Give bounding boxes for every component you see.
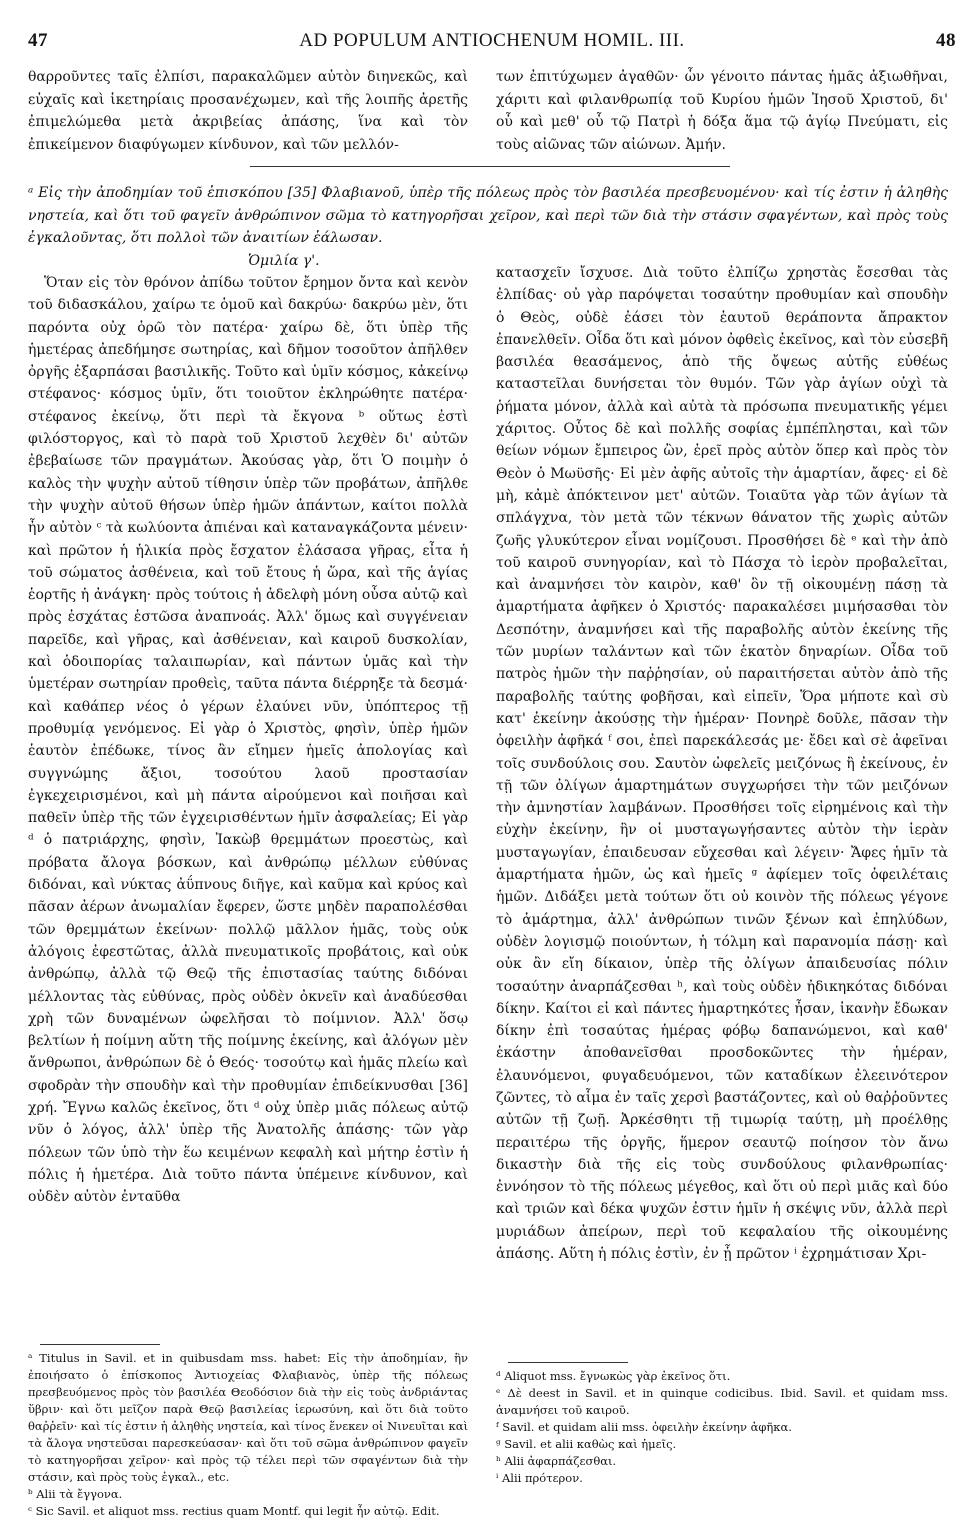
- running-head: [28, 30, 956, 56]
- continued-text-left: [28, 66, 468, 157]
- footnote: ᵇ Alii τὰ ἔγγονα.: [28, 1487, 123, 1501]
- homily-number: Ὁμιλία γ'.: [248, 253, 320, 269]
- page-number-right: 48: [936, 30, 956, 51]
- section-divider: [250, 166, 730, 167]
- footnote: ᶠ Savil. et quidam alii mss. ὀφειλὴν ἐκείνην ἀφῆκα.: [496, 1420, 792, 1434]
- continued-paragraph-right: των ἐπιτύχωμεν ἀγαθῶν· ὧν γένοιτο πάντας ἡμᾶς ἀξιωθῆναι, χάριτι καὶ φιλανθρωπίᾳ τοῦ Κυρίου ἡμῶν Ἰησοῦ Χριστοῦ, δι' οὗ καὶ μεθ' οὗ τῷ Πατρὶ ἡ δόξα ἅμα τῷ ἁγίῳ Πνεύματι, εἰς τοὺς αἰῶνας τῶν αἰώνων. Ἀμήν.: [496, 69, 948, 154]
- main-paragraph-right: κατασχεῖν ἴσχυσε. Διὰ τοῦτο ἐλπίζω χρηστὰς ἔσεσθαι τὰς ἐλπίδας· οὐ γὰρ παρόψεται τοσαύτην προθυμίαν καὶ σπουδὴν ὁ Θεὸς, οὐδὲ ἐάσει τὸν ἑαυτοῦ θεράποντα ἄπρακτον ἐπανελθεῖν. Οἶδα ὅτι καὶ μόνον ὀφθεὶς ἐκεῖνος, καὶ τὸν εὐσεβῆ βασιλέα θεασάμενος, ἀπὸ τῆς ὄψεως αὐτῆς εὐθέως καταστεῖλαι δυνήσεται τὸν θυμόν. Τῶν γὰρ ἁγίων οὐχὶ τὰ ῥήματα μόνον, ἀλλὰ καὶ αὐτὰ τὰ πρόσωπα πνευματικῆς γέμει χάριτος. Οὗτος δὲ καὶ πολλῆς σοφίας ἐμπέπλησται, καὶ τῶν θείων νόμων ἔμπειρος ὢν, ἐρεῖ πρὸς αὐτὸν ὅπερ καὶ πρὸς τὸν Θεὸν ὁ Μωϋσῆς· Εἰ μὲν ἀφῆς αὐτοῖς τὴν ἁμαρτίαν, ἄφες· εἰ δὲ μὴ, κἀμὲ ἀπόκτεινον μετ' αὐτῶν. Τοιαῦτα γὰρ τῶν ἁγίων τὰ σπλάγχνα, τὸν μετὰ τῶν τέκνων θάνατον τῆς χωρὶς αὐτῶν ζωῆς γλυκύτερον εἶναι νομίζουσι. Προσθήσει δὲ ᵉ καὶ τὴν ἀπὸ τοῦ καιροῦ συνηγορίαν, καὶ τὸ Πάσχα τὸ ἱερὸν προβαλεῖται, καὶ ἀναμνήσει τὸν καιρὸν, καθ' ὃν τῇ οἰκουμένῃ πάσῃ τὰ ἁμαρτήματα ἀφῆκεν ὁ Χριστός· παρακαλέσει μιμήσασθαι τὸν Δεσπότην, ἀναμνήσει καὶ τῆς παραβολῆς αὐτὸν ἐκείνης τῆς τῶν μυρίων ταλάντων καὶ τῶν ἑκατὸν δηναρίων. Οἶδα τοῦ πατρὸς ἡμῶν τὴν παῤῥησίαν, οὐ παραιτήσεται αὐτὸν ἀπὸ τῆς παραβολῆς ταύτης φοβῆσαι, καὶ εἰπεῖν, Ὅρα μήποτε καὶ σὺ κατ' ἐκείνην ἀκούσῃς τὴν ἡμέραν· Πονηρὲ δοῦλε, πᾶσαν τὴν ὀφειλὴν ἀφῆκά ᶠ σοι, ἐπεὶ παρεκάλεσάς με· ἔδει καὶ σὲ ἀφεῖναι τοῖς συνδούλοις σου. Σαυτὸν ὠφελεῖς μειζόνως ἢ ἐκείνους, ἐν τῇ τῶν ὀλίγων ἁμαρτημάτων συγχωρήσει τὴν τῶν μειζόνων τὴν ἀμνηστίαν λαμβάνων. Προσθήσει τοῖς εἰρημένοις καὶ τὴν εὐχὴν ἐκείνην, ἣν οἱ μυσταγωγήσαντες αὐτὸν τὴν ἱερὰν μυσταγωγίαν, ἐπαιδευσαν εὔχεσθαι καὶ λέγειν· Ἄφες ἡμῖν τὰ ἁμαρτήματα ἡμῶν, ὡς καὶ ἡμεῖς ᵍ ἀφίεμεν τοῖς ὀφειλέταις ἡμῶν. Διδάξει μετὰ τούτων ὅτι οὐ κοινὸν τῆς πόλεως γέγονε τὸ ἁμάρτημα, ἀλλ' ἀνθρώπων τινῶν ξένων καὶ ἐπηλύδων, οὐδὲν λογισμῷ ποιούντων, ἡ τόλμη καὶ παρανομία πάσῃ· καὶ οὐκ ἂν εἴη δίκαιον, ὑπὲρ τῆς ὀλίγων ἀπαιδευσίας πόλιν τοσαύτην ἀναρπάζεσθαι ʰ, καὶ τοὺς οὐδὲν ἠδικηκότας διδόναι δίκην. Καίτοι εἰ καὶ πάντες ἡμαρτηκότες ἦσαν, ἱκανὴν ἔδωκαν δίκην ἐπὶ τοσαύτας ἡμέρας φόβῳ δαπανώμενοι, καὶ καθ' ἑκάστην ἀποθανεῖσθαι προσδοκῶντες τὴν ἡμέραν, ἐλαυνόμενοι, φυγαδευόμενοι, τῶν καταδίκων ἐλεεινότερον ζῶντες, τὸ αἷμα ἐν ταῖς χερσὶ βαστάζοντες, καὶ οὐ θαῤῥοῦντες αὐτῶν τῇ ζωῇ. Ἀρκέσθητι τῇ τιμωρίᾳ ταύτῃ, μὴ προέλθῃς περαιτέρω τῆς ὀργῆς, ἥμερον σεαυτῷ ποίησον τὸν ἄνω δικαστὴν διὰ τῆς εἰς τοὺς συνδούλους φιλανθρωπίας· ἐννόησον τὸ τῆς πόλεως μέγεθος, καὶ ὅτι οὐ περὶ μιᾶς καὶ δύο καὶ τριῶν καὶ δέκα ψυχῶν ἐστιν ἡμῖν ἡ σκέψις νῦν, ἀλλὰ περὶ μυριάδων ἀπείρων, περὶ τοῦ κεφαλαίου τῆς οἰκουμένης ἁπάσης. Αὕτη ἡ πόλις ἐστὶν, ἐν ᾗ πρῶτον ⁱ ἐχρημάτισαν Χρι-: [496, 265, 948, 1263]
- footnote: ᶜ Sic Savil. et aliquot mss. rectius quam Montf. qui legit ἦν αὐτῷ. Edit.: [28, 1504, 440, 1518]
- main-paragraph-left: Ὅταν εἰς τὸν θρόνον ἀπίδω τοῦτον ἔρημον ὄντα καὶ κενὸν τοῦ διδασκάλου, χαίρω τε ὁμοῦ καὶ δακρύω· δακρύω μὲν, ὅτι παρόντα οὐχ ὁρῶ τὸν πατέρα· χαίρω δὲ, ὅτι ὑπὲρ τῆς ἡμετέρας ἀπεδήμησε σωτηρίας, καὶ δῆμον τοσοῦτον ἀπῆλθεν ὀργῆς ἐξαρπάσαι βασιλικῆς. Τοῦτο καὶ ὑμῖν κόσμος, κἀκείνῳ στέφανος· κόσμος ὑμῖν, ὅτι τοιοῦτον ἐκληρώθητε πατέρα· στέφανος ἐκείνῳ, ὅτι περὶ τὰ ἔκγονα ᵇ οὕτως ἐστὶ φιλόστοργος, καὶ τὸ παρὰ τοῦ Χριστοῦ λεχθὲν δι' αὐτῶν ἐβεβαίωσε τῶν πραγμάτων. Ἀκούσας γὰρ, ὅτι Ὁ ποιμὴν ὁ καλὸς τὴν ψυχὴν αὐτοῦ τίθησιν ὑπὲρ τῶν προβάτων, ἀπῆλθε τὴν ψυχὴν αὐτοῦ θήσων ὑπὲρ ἡμῶν ἁπάντων, καίτοι πολλὰ ἦν αὐτὸν ᶜ τὰ κωλύοντα ἀπιέναι καὶ καταναγκάζοντα μένειν· καὶ πρῶτον ἡ ἡλικία πρὸς ἔσχατον ἐλάσασα γῆρας, εἶτα ἡ τοῦ σώματος ἀσθένεια, καὶ τοῦ ἔτους ἡ ὥρα, καὶ τῆς ἁγίας ἑορτῆς ἡ ἀνάγκη· πρὸς τούτοις ἡ ἀδελφὴ μόνη οὖσα αὐτῷ καὶ πρὸς ἐσχάτας ἑστῶσα ἀναπνοάς. Ἀλλ' ὅμως καὶ συγγένειαν παρεῖδε, καὶ γῆρας, καὶ ἀσθένειαν, καὶ καιροῦ δυσκολίαν, καὶ ὁδοιπορίας ταλαιπωρίαν, καὶ πάντων ὑμᾶς καὶ τὴν ὑμετέραν σωτηρίαν προθεὶς, ταῦτα πάντα διέρρηξε τὰ δεσμά· καὶ καθάπερ νέος ὁ γέρων ἐλαύνει νῦν, ὑπόπτερος τῇ προθυμίᾳ γενόμενος. Εἰ γὰρ ὁ Χριστὸς, φησὶν, ὑπὲρ ἡμῶν ἑαυτὸν ἐπέδωκε, τίνος ἂν εἴημεν ἡμεῖς ἀπολογίας καὶ συγγνώμης ἄξιοι, τοσούτου λαοῦ προστασίαν ἐγκεχειρισμένοι, καὶ μὴ πάντα αἱρούμενοι καὶ ποιῆσαι καὶ παθεῖν ὑπὲρ τῆς τῶν ἐγχειρισθέντων ἡμῖν ἀσφαλείας; Εἰ γὰρ ᵈ ὁ πατριάρχης, φησὶν, Ἰακὼβ θρεμμάτων προεστὼς, καὶ πρόβατα ἄλογα βόσκων, καὶ ἀνθρώπῳ μέλλων εὐθύνας διδόναι, καὶ νύκτας ἀΰπνους διῆγε, καὶ καῦμα καὶ κρύος καὶ πᾶσαν ἀέρων ἀνωμαλίαν ἔφερεν, ὥστε μηδὲν παραπολέσθαι τῶν θρεμμάτων ἐκείνων· πολλῷ μᾶλλον ἡμᾶς, τοὺς οὐκ ἀλόγοις ἐφεστῶτας, ἀλλὰ πνευματικοῖς προβάτοις, καὶ οὐκ ἀνθρώπῳ, ἀλλὰ τῷ Θεῷ τῆς ἐπιστασίας ταύτης διδόναι μέλλοντας τὰς εὐθύνας, πρὸς οὐδὲν ὀκνεῖν καὶ ἀναδύεσθαι χρὴ τῶν δυναμένων ὠφελῆσαι τὸ ποίμνιον. Ἀλλ' ὅσῳ βελτίων ἡ ποίμνη αὕτη τῆς ποίμνης ἐκείνης, καὶ ἀλόγων μὲν ἄνθρωποι, ἀνθρώπων δὲ ὁ Θεός· τοσούτῳ καὶ ἡμᾶς πλείω καὶ σφοδρὰν τὴν σπουδὴν καὶ τὴν προθυμίαν ἐπιδείκνυσθαι [36] χρή. Ἔγνω καλῶς ἐκεῖνος, ὅτι ᵈ οὐχ ὑπὲρ μιᾶς πόλεως αὐτῷ νῦν ὁ λόγος, ἀλλ' ὑπὲρ τῆς Ἀνατολῆς ἁπάσης· τῶν γὰρ πόλεων τῶν ὑπὸ τὴν ἕω κειμένων κεφαλὴ καὶ μήτηρ ἐστὶν ἡ πόλις ἡ ἡμετέρα. Διὰ τοῦτο πάντα ὑπέμεινε κίνδυνον, καὶ οὐδὲν αὐτὸν ἐνταῦθα: [28, 275, 468, 1206]
- footnote: ᵉ Δὲ deest in Savil. et in quinque codicibus. Ibid. Savil. et quidam mss. ἀναμνήσει τοῦ καιροῦ.: [496, 1386, 948, 1417]
- footnote: ʰ Alii ἀφαρπάζεσθαι.: [496, 1454, 617, 1468]
- continued-paragraph-left: θαρροῦντες ταῖς ἐλπίσι, παρακαλῶμεν αὐτὸν διηνεκῶς, καὶ εὐχαῖς καὶ ἱκετηρίαις προσανέχωμεν, καὶ τῆς λοιπῆς ἀρετῆς ἐπιμελώμεθα μετὰ ἀκριβείας ἁπάσης, ἵνα καὶ τὸν ἐπικείμενον διαφύγωμεν κίνδυνον, καὶ τῶν μελλόν-: [28, 69, 468, 154]
- footnotes-left: [28, 1350, 468, 1520]
- footnotes-right: [496, 1368, 948, 1487]
- running-title: AD POPULUM ANTIOCHENUM HOMIL. III.: [299, 30, 685, 51]
- homily-heading: [28, 182, 948, 250]
- footnote-rule-right: [508, 1362, 628, 1363]
- footnote: ᵃ Titulus in Savil. et in quibusdam mss. habet: Εἰς τὴν ἀποδημίαν, ἣν ἐποιήσατο ὁ ἐπίσκοπος Ἀντιοχείας Φλαβιανὸς, ὑπὲρ τῆς πόλεως πρεσβευόμενος πρὸς τὸν βασιλέα Θεοδόσιον διὰ τὴν εἰς τοὺς ἀνδριάντας ὕβριν· καὶ ὅτι μεῖζον παρὰ Θεῷ βασιλείας ἱερωσύνη, καὶ ὅτι διὰ τοῦτο θαῤῥεῖν· καὶ τίς ἐστιν ἡ ἀληθὴς νηστεία, καὶ τίνος ἕνεκεν οἱ Νινευῖται καὶ τὰ ἄλογα νηστεῦσαι παρεσκεύασαν· καὶ ὅτι τοῦ σῶμα ἀνθρώπινον φαγεῖν τὸ κατηγορῆσαι χεῖρον· καὶ πρὸς τῷ τέλει περὶ τῶν σφαγέντων διὰ τὴν στάσιν, καὶ πρὸς τοὺς ἐγκαλ., etc.: [28, 1351, 468, 1484]
- footnote-rule-left: [40, 1344, 160, 1345]
- footnote: ⁱ Alii πρότερον.: [496, 1471, 583, 1485]
- page-number-left: 47: [28, 30, 48, 51]
- footnote: ᵈ Aliquot mss. ἔγνωκὼς γὰρ ἐκεῖνος ὅτι.: [496, 1369, 731, 1383]
- main-text-left-column: [28, 272, 468, 1208]
- main-text-right-column: [496, 262, 948, 1265]
- footnote: ᵍ Savil. et alii καθὼς καὶ ἡμεῖς.: [496, 1437, 677, 1451]
- continued-text-right: [496, 66, 948, 157]
- homily-heading-text: ᵃ Εἰς τὴν ἀποδημίαν τοῦ ἐπισκόπου [35] Φλαβιανοῦ, ὑπὲρ τῆς πόλεως πρὸς τὸν βασιλέα πρεσβευομένου· καὶ τίς ἐστιν ἡ ἀληθὴς νηστεία, καὶ ὅτι τοῦ φαγεῖν ἀνθρώπινον σῶμα τὸ κατηγορῆσαι χεῖρον, καὶ περὶ τῶν διὰ τὴν στάσιν σφαγέντων, καὶ πρὸς τοὺς ἐγκαλοῦντας, ὅτι πολλοὶ τῶν ἀναιτίων ἑάλωσαν.: [28, 185, 948, 246]
